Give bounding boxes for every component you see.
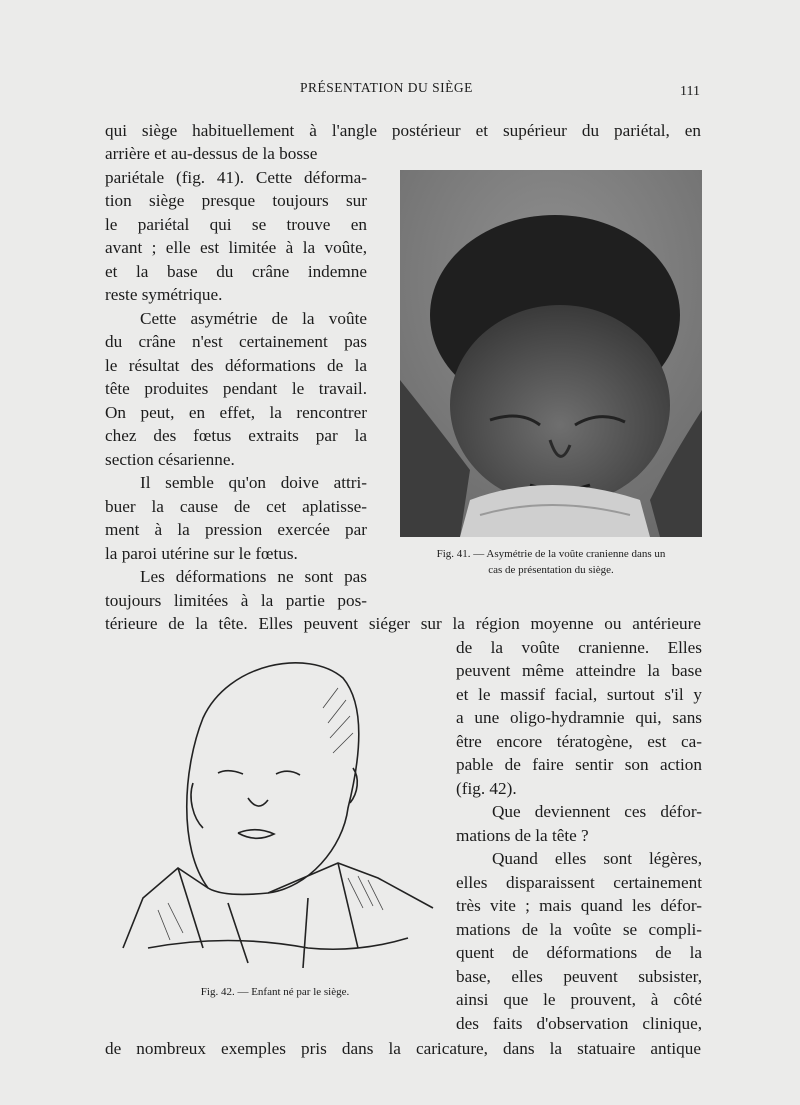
text-line: arrière et au-dessus de la bosse: [105, 144, 318, 163]
page-number: 111: [680, 84, 700, 99]
text-line: mations de la tête ?: [456, 826, 589, 845]
text-line: tête produites pendant le travail.: [105, 379, 367, 398]
text-line: (fig. 42).: [456, 779, 517, 798]
text-line: base, elles peuvent subsister,: [456, 967, 702, 986]
text-line: reste symétrique.: [105, 285, 223, 304]
text-line: buer la cause de cet aplatisse-: [105, 497, 367, 516]
text-line: a une oligo-hydramnie qui, sans: [456, 708, 702, 727]
running-title: PRÉSENTATION DU SIÈGE: [300, 80, 473, 95]
text-line: pariétale (fig. 41). Cette déforma-: [105, 168, 367, 187]
text-line: de la voûte cranienne. Elles: [456, 638, 702, 657]
text-line: elles disparaissent certainement: [456, 873, 702, 892]
text-line: très vite ; mais quand les défor-: [456, 896, 702, 915]
infant-sketch-illustration: [108, 648, 448, 978]
text-line: Les déformations ne sont pas: [140, 567, 367, 586]
page-header: [0, 80, 800, 102]
figure-42-caption: Fig. 42. — Enfant né par le siège.: [200, 986, 350, 998]
text-line: térieure de la tête. Elles peuvent siéger sur la région moyenne ou antérieure: [105, 614, 701, 633]
figure-41-caption-continued: cas de présentation du siège.: [488, 564, 614, 576]
text-line: être encore tératogène, est ca-: [456, 732, 702, 751]
text-line: mations de la voûte se compli-: [456, 920, 702, 939]
figure-42-drawing: [108, 648, 448, 978]
text-line: et le massif facial, surtout s'il y: [456, 685, 702, 704]
text-line: ainsi que le prouvent, à côté: [456, 990, 702, 1009]
text-line: qui siège habituellement à l'angle postérieur et supérieur du pariétal, en: [105, 121, 701, 140]
infant-photo-illustration: [400, 170, 702, 537]
text-line: la paroi utérine sur le fœtus.: [105, 544, 298, 563]
text-line: Il semble qu'on doive attri-: [140, 473, 367, 492]
figure-41-caption: Fig. 41. — Asymétrie de la voûte cranienne dans un: [436, 548, 666, 560]
text-line: de nombreux exemples pris dans la caricature, dans la statuaire antique: [105, 1039, 701, 1058]
text-line: section césarienne.: [105, 450, 235, 469]
text-line: tion siège presque toujours sur: [105, 191, 367, 210]
text-line: toujours limitées à la partie pos-: [105, 591, 367, 610]
text-line: ment à la pression exercée par: [105, 520, 367, 539]
text-line: Que deviennent ces défor-: [492, 802, 702, 821]
text-line: le pariétal qui se trouve en: [105, 215, 367, 234]
figure-41-photograph: [400, 170, 702, 537]
text-line: quent de déformations de la: [456, 943, 702, 962]
text-line: pable de faire sentir son action: [456, 755, 702, 774]
text-line: et la base du crâne indemne: [105, 262, 367, 281]
text-line: des faits d'observation clinique,: [456, 1014, 702, 1033]
text-line: Cette asymétrie de la voûte: [140, 309, 367, 328]
text-line: peuvent même atteindre la base: [456, 661, 702, 680]
text-line: le résultat des déformations de la: [105, 356, 367, 375]
text-line: du crâne n'est certainement pas: [105, 332, 367, 351]
text-line: avant ; elle est limitée à la voûte,: [105, 238, 367, 257]
text-line: On peut, en effet, la rencontrer: [105, 403, 367, 422]
text-line: chez des fœtus extraits par la: [105, 426, 367, 445]
text-line: Quand elles sont légères,: [492, 849, 702, 868]
